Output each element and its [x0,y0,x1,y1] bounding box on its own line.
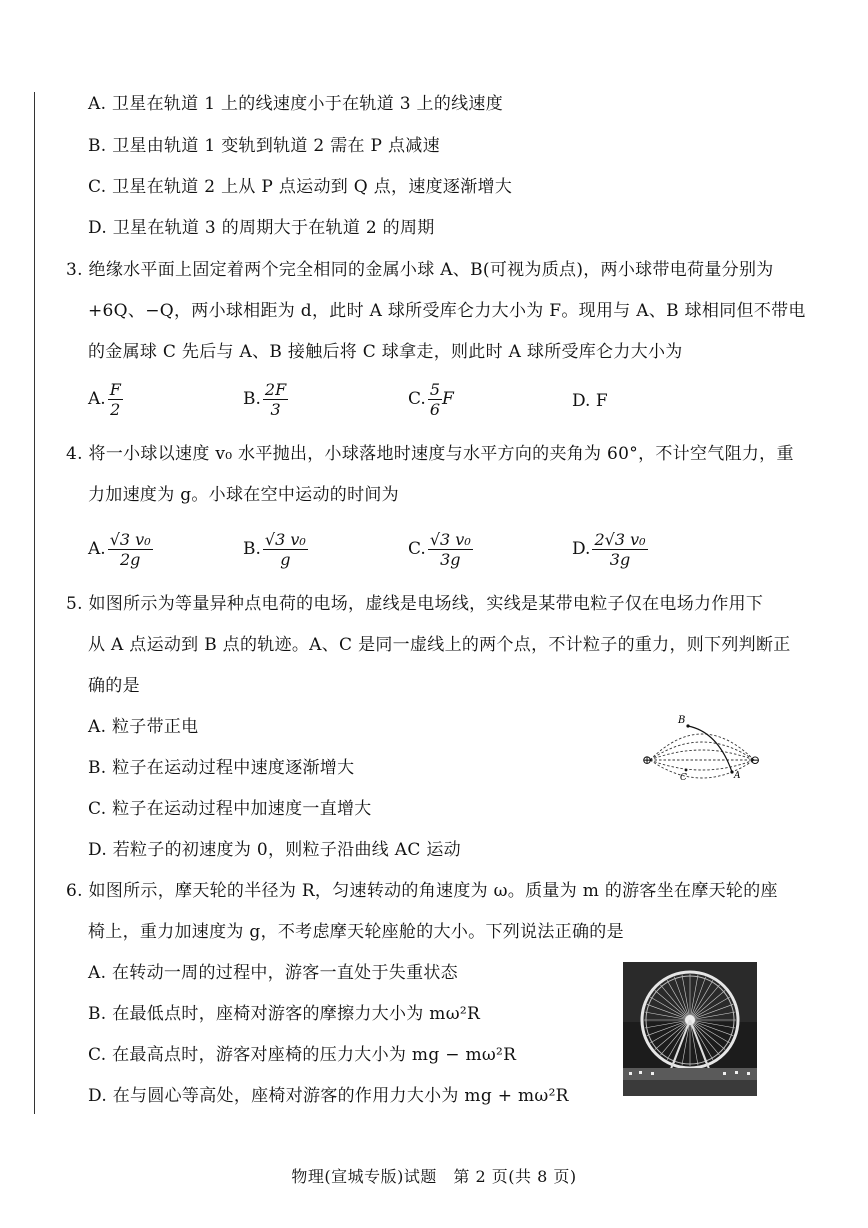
label-c: C [680,773,687,782]
page-footer: 物理(宣城专版)试题 第 2 页(共 8 页) [291,1167,577,1186]
q6-option-c: C. 在最高点时，游客对座椅的压力大小为 mg − mω²R [88,1045,517,1065]
q2-option-c: C. 卫星在轨道 2 上从 P 点运动到 Q 点，速度逐渐增大 [88,177,513,197]
label-b: B [678,715,686,726]
q3-stem-line1: 3. 绝缘水平面上固定着两个完全相同的金属小球 A、B(可视为质点)，两小球带电荷量分别为 [66,260,774,280]
q5-stem-line1: 5. 如图所示为等量异种点电荷的电场，虚线是电场线，实线是某带电粒子仅在电场力作用下 [66,594,764,614]
q4-option-d [572,530,648,569]
q4-option-d-prefix: D. [572,539,591,559]
q3-option-a [88,380,123,419]
electric-field-figure [640,712,764,782]
field-line [650,742,754,760]
q3-stem-line2: +6Q、−Q，两小球相距为 d，此时 A 球所受库仑力大小为 F。现用与 A、B 球相同但不带电 [88,301,806,321]
q4-option-c [408,530,473,569]
positive-charge-icon: ⊕ [642,753,653,767]
q4-option-b-denominator: g [280,550,291,569]
field-line [650,734,754,760]
q5-option-a: A. 粒子带正电 [88,717,199,737]
q3-option-a-prefix: A. [88,389,106,409]
q3-option-c-fraction [428,380,442,419]
q3-option-b [243,380,288,419]
q3-option-d: D. F [572,391,608,411]
q6-option-a: A. 在转动一周的过程中，游客一直处于失重状态 [88,963,458,983]
q6-option-b: B. 在最低点时，座椅对游客的摩擦力大小为 mω²R [88,1004,481,1024]
q3-option-c-denominator: 6 [429,400,440,419]
q4-stem-line1: 4. 将一小球以速度 v₀ 水平抛出，小球落地时速度与水平方向的夹角为 60°，不计空气阻力，重 [66,444,794,464]
ferris-wheel-photo [623,962,757,1096]
q4-option-d-denominator: 3g [609,550,631,569]
q3-option-c-numerator: 5 [429,380,440,399]
q2-option-b: B. 卫星由轨道 1 变轨到轨道 2 需在 P 点减速 [88,136,440,156]
particle-trajectory [688,726,732,772]
binding-margin-line [34,92,35,1114]
q4-option-a-numerator: √3 v₀ [109,530,151,549]
q3-option-a-fraction [108,380,123,419]
q4-option-d-fraction [592,530,647,569]
q3-option-b-numerator: 2F [264,380,287,399]
q4-option-a-prefix: A. [88,539,106,559]
q5-option-d: D. 若粒子的初速度为 0，则粒子沿曲线 AC 运动 [88,840,461,860]
q3-option-c [408,380,454,419]
point-b [686,724,689,727]
negative-charge-icon: ⊖ [750,753,761,767]
q3-option-c-suffix: F [442,389,454,409]
q4-option-a [88,530,153,569]
field-line [650,750,754,760]
q4-option-d-numerator: 2√3 v₀ [594,530,646,549]
q3-option-b-fraction [263,380,288,419]
q3-stem-line3: 的金属球 C 先后与 A、B 接触后将 C 球拿走，则此时 A 球所受库仑力大小为 [88,342,683,362]
q2-option-d: D. 卫星在轨道 3 的周期大于在轨道 2 的周期 [88,218,435,238]
q3-option-c-prefix: C. [408,389,426,409]
q4-option-a-fraction [108,530,153,569]
q3-option-a-denominator: 2 [110,400,121,419]
q4-option-c-denominator: 3g [440,550,461,569]
q4-option-c-prefix: C. [408,539,426,559]
point-c [685,769,688,772]
q5-stem-line3: 确的是 [88,676,140,696]
q5-stem-line2: 从 A 点运动到 B 点的轨迹。A、C 是同一虚线上的两个点，不计粒子的重力，则下列判断正 [88,635,791,655]
q4-option-b-prefix: B. [243,539,261,559]
q3-option-b-denominator: 3 [270,400,281,419]
q4-option-b [243,530,308,569]
q4-option-b-numerator: √3 v₀ [264,530,306,549]
q6-stem-line2: 椅上，重力加速度为 g，不考虑摩天轮座舱的大小。下列说法正确的是 [88,922,624,942]
q4-option-b-fraction [263,530,308,569]
q3-option-b-prefix: B. [243,389,261,409]
q4-option-a-denominator: 2g [119,550,141,569]
q2-option-a: A. 卫星在轨道 1 上的线速度小于在轨道 3 上的线速度 [88,94,504,114]
q4-option-c-numerator: √3 v₀ [429,530,471,549]
field-line [650,760,754,770]
label-a: A [734,771,741,781]
q6-stem-line1: 6. 如图所示，摩天轮的半径为 R，匀速转动的角速度为 ω。质量为 m 的游客坐在摩天轮的座 [66,881,778,901]
q4-stem-line2: 力加速度为 g。小球在空中运动的时间为 [88,485,399,505]
q5-option-b: B. 粒子在运动过程中速度逐渐增大 [88,758,355,778]
q4-option-c-fraction [428,530,473,569]
q6-option-d: D. 在与圆心等高处，座椅对游客的作用力大小为 mg + mω²R [88,1086,569,1106]
q3-option-a-numerator: F [109,380,121,399]
q5-option-c: C. 粒子在运动过程中加速度一直增大 [88,799,372,819]
